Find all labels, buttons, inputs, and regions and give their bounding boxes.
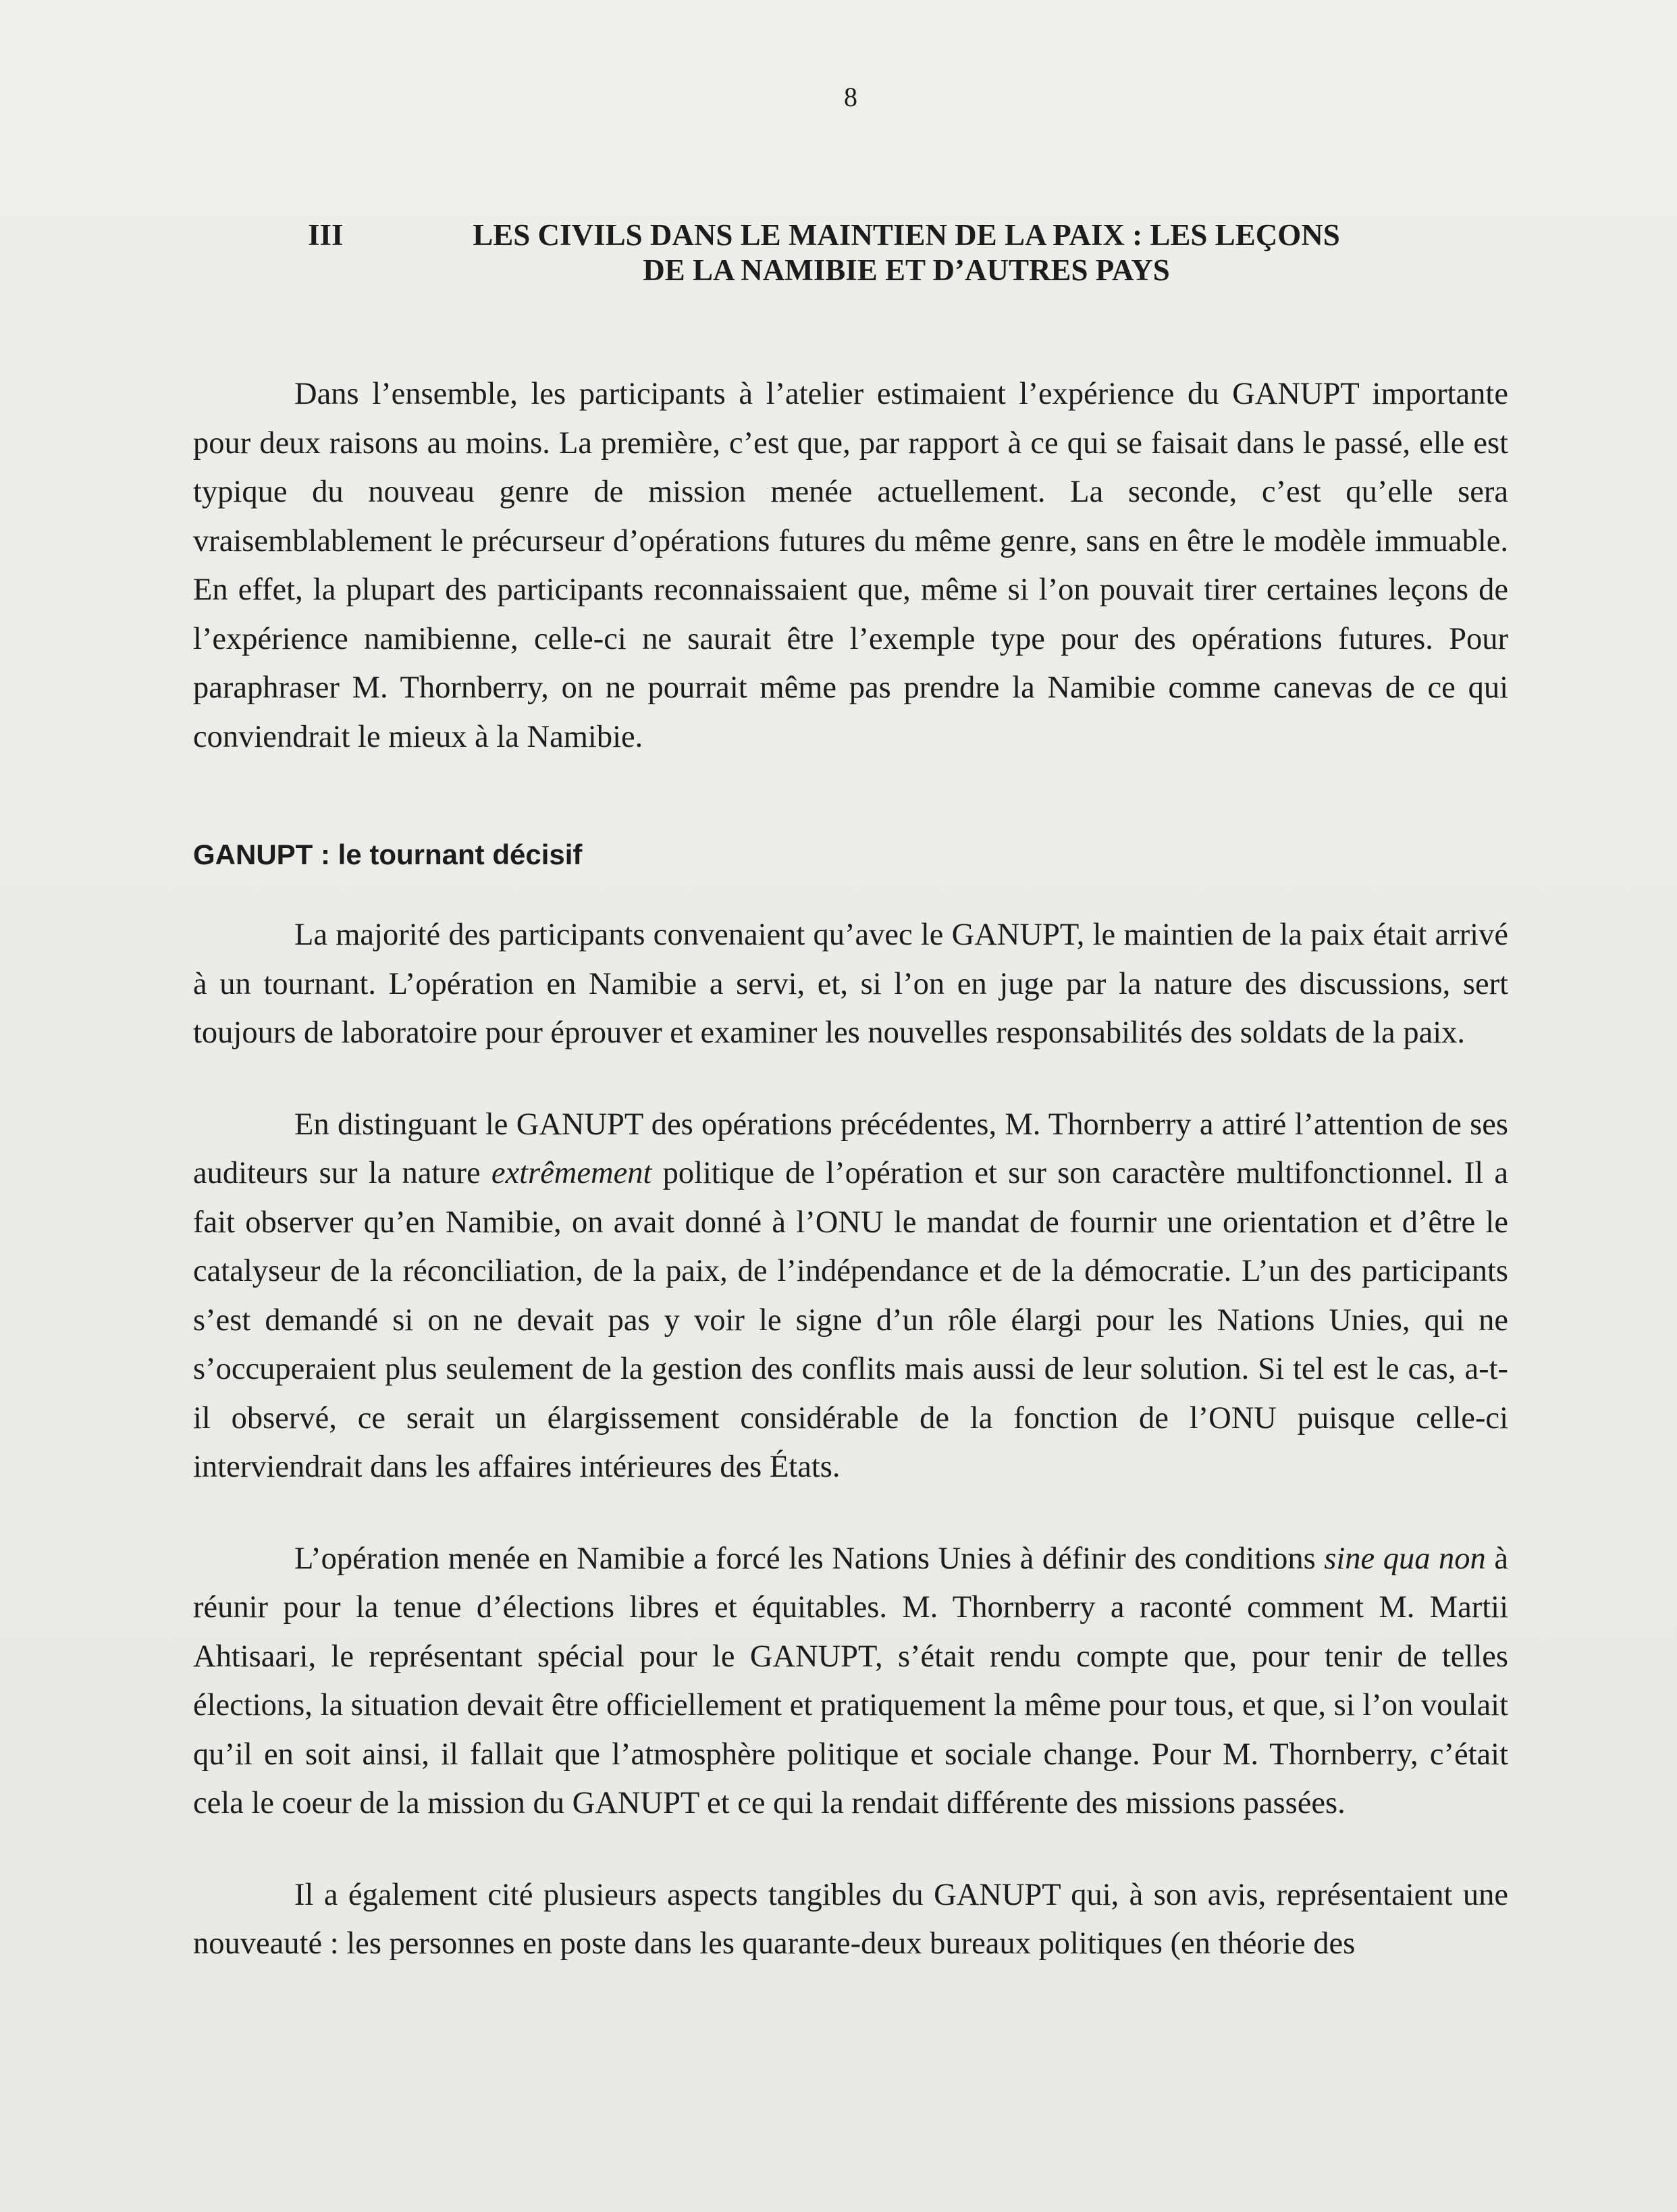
section-title-line-2: DE LA NAMIBIE ET D’AUTRES PAYS — [643, 253, 1170, 287]
section-heading — [193, 217, 1508, 288]
paragraph-intro: Dans l’ensemble, les participants à l’atelier estimaient l’expérience du GANUPT importante pour deux raisons au moins. La première, c’est que, par rapport à ce qui se faisait dans le passé, elle est typique du nouveau genre de mission menée actuellement. La seconde, c’est qu’elle sera vraisemblablement le précurseur d’opérations futures du même genre, sans en être le modèle immuable. En effet, la plupart des participants reconnaissaient que, même si l’on pouvait tirer certaines leçons de l’expérience namibienne, celle-ci ne saurait être l’exemple type pour des opérations futures. Pour paraphraser M. Thornberry, on ne pourrait même pas prendre la Namibie comme canevas de ce qui conviendrait le mieux à la Namibie. — [193, 377, 1508, 754]
paragraph-operation — [193, 1535, 1508, 1828]
emphasis-extremement: extrêmement — [491, 1156, 652, 1190]
paragraph-operation-part-2: à réunir pour la tenue d’élections libres et équitables. M. Thornberry a raconté comment M. Martii Ahtisaari, le représentant spécial pour le GANUPT, s’était rendu compte que, pour tenir de telles élections, la situation devait être officiellement et pratiquement la même pour tous, et que, si l’on voulait qu’il en soit ainsi, il fallait que l’atmosphère politique et sociale change. Pour M. Thornberry, c’était cela le coeur de la mission du GANUPT et ce qui la rendait différente des missions passées. — [193, 1541, 1508, 1820]
page-number: 8 — [844, 82, 857, 112]
paragraph-aspects: Il a également cité plusieurs aspects tangibles du GANUPT qui, à son avis, représentaient une nouveauté : les personnes en poste dans les quarante-deux bureaux politiques (en théorie des — [193, 1877, 1508, 1961]
paragraph-operation-part-1: L’opération menée en Namibie a forcé les Nations Unies à définir des conditions — [294, 1541, 1325, 1576]
section-title-line-1: LES CIVILS DANS LE MAINTIEN DE LA PAIX : LES LEÇONS — [473, 218, 1340, 252]
paragraph-distinguant-part-1: En distinguant le GANUPT des opérations précédentes, M. Thornberry a attiré l’attention de ses auditeurs sur la nature — [193, 1107, 1508, 1190]
section-number: III — [308, 218, 344, 252]
paragraph-distinguant-part-2: politique de l’opération et sur son caractère multifonctionnel. Il a fait observer qu’en Namibie, on avait donné à l’ONU le mandat de fournir une orientation et d’être le catalyseur de la réconciliation, de la paix, de l’indépendance et de la démocratie. L’un des participants s’est demandé si on ne devait pas y voir le signe d’un rôle élargi pour les Nations Unies, qui ne s’occuperaient plus seulement de la gestion des conflits mais aussi de leur solution. Si tel est le cas, a-t-il observé, ce serait un élargissement considérable de la fonction de l’ONU puisque celle-ci interviendrait dans les affaires intérieures des États. — [193, 1156, 1508, 1484]
paragraph-majorite: La majorité des participants convenaient qu’avec le GANUPT, le maintien de la paix était arrivé à un tournant. L’opération en Namibie a servi, et, si l’on en juge par la nature des discussions, sert toujours de laboratoire pour éprouver et examiner les nouvelles responsabilités des soldats de la paix. — [193, 918, 1508, 1050]
section-title — [419, 217, 1508, 288]
subheading-tournant: GANUPT : le tournant décisif — [193, 839, 583, 870]
emphasis-sine-qua-non: sine qua non — [1324, 1541, 1486, 1576]
paragraph-distinguant — [193, 1101, 1508, 1492]
